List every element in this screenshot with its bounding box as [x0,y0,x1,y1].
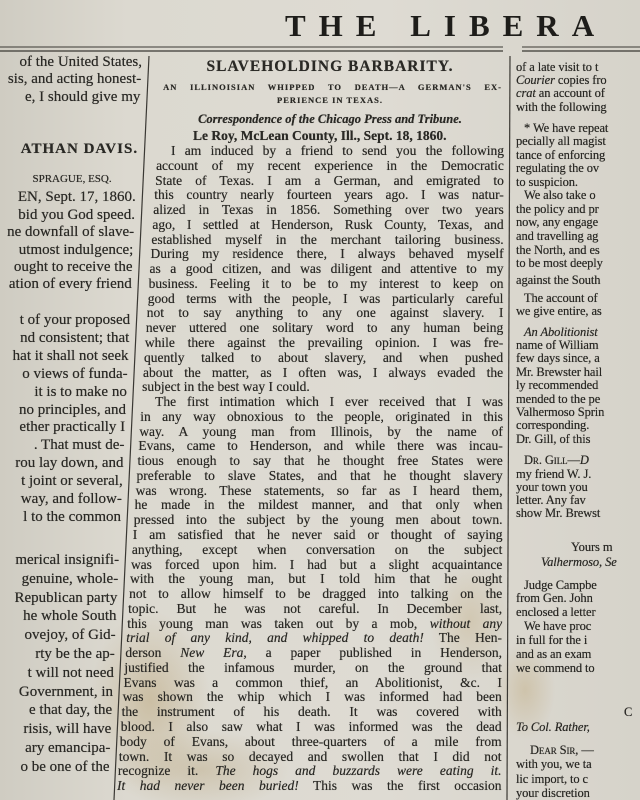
right-text-line: your town you [516,480,588,494]
article-text-line: alized in Texas in 1856. Something over two years [153,202,504,218]
article-text-line: body of Evans, about three-quarters of a mile from [119,733,502,749]
article-title: SLAVEHOLDING BARBARITY. [206,58,454,75]
right-text-line [516,720,590,734]
article-text-line: preferable to slave States, and that he thought slavery [136,467,503,483]
article-text-line [127,617,502,631]
article-text-line: I am induced by a friend to send you the following [171,143,504,158]
article-source: Correspondence of the Chicago Press and Tribune. [198,112,462,126]
right-text-line: your discretion [516,786,590,800]
left-text-line: of the United States, [19,54,142,70]
article-text-line: town. It was so decayed and swollen that I did not [118,748,502,764]
left-text-line: utmost indulgence; [18,241,134,258]
right-text-line: C [624,705,633,719]
left-text-line: e that day, the [29,702,113,719]
left-text-line: t of your proposed [19,312,131,328]
right-text-line: tance of enforcing [516,148,606,162]
left-text-line: no principles, and [18,401,126,418]
italic-text: It had never been buried! [116,778,299,794]
left-text-line: ne downfall of slave- [7,224,135,241]
text-segment: derson [125,645,181,661]
text-segment: This was the first occasion [298,778,502,794]
right-text-line: few days since, a [516,351,600,365]
article-text-line: anything, except when conversation on the subject [131,541,503,557]
article-text-line: blood. I also saw what I was informed was the dead [120,719,502,735]
right-text-line: now, any engage [516,215,599,229]
right-text-line: enclosed a letter [516,605,596,619]
right-text-line [516,73,607,87]
right-text-line: and as an exam [516,647,592,661]
right-text-line: from Gen. John [516,591,593,605]
article-text-line: in any way obnoxious to the people, originated in this [140,408,503,424]
letter-recipient: SPRAGUE, ESQ. [32,173,112,185]
right-text-line: Judge Campbe [524,578,597,592]
left-text-line: ation of every friend [8,276,132,293]
letter-dateline: EN, Sept. 17, 1860. [17,189,136,205]
right-text-line: and travelling ag [516,229,599,243]
left-text-line: t joint or several, [21,473,123,490]
left-text-line: merical insignifi- [15,552,120,568]
right-text-line: pecially all magist [516,134,606,148]
article-text-line: tious enough to say that he thought free States were [137,453,503,469]
right-text-line: in full for the i [516,633,588,647]
text-segment: this young man was taken out by a mob, [127,615,430,631]
article-text-line: topic. But he was not careful. In December last, [128,600,503,616]
article-text-line: quently talked to about slavery, and when pushed [143,349,504,365]
right-text-line [541,555,617,569]
article-text-line: pressed into the subject by the young men about town. [133,512,503,528]
right-text-line: lic import, to c [516,772,588,786]
italic-text: An Abolitionist [524,325,598,339]
left-text-line: ovejoy, of Gid- [24,627,116,644]
right-text-line: the policy and pr [516,202,599,216]
article-text-line: he made in the mildest manner, and that only when [134,497,503,513]
article-text-line: as a good citizen, and was diligent and attentive to my [149,261,504,277]
article-text-line [117,779,501,793]
left-text-line: ether practically I [19,419,126,436]
right-text-line: show Mr. Brewst [516,506,601,520]
left-text-line: risis, will have [23,721,112,738]
right-text-line: regulating the ov [516,161,599,175]
left-text-line: o be one of the [20,758,110,775]
article-text-line: I am satisfied that he never said or thought of saying [132,527,503,543]
article-text-line: Evans was a common thief, an Abolitionist, &c. I [123,674,502,690]
letter-signature: ATHAN DAVIS. [20,141,139,157]
right-text-line: name of William [516,338,599,352]
italic-text: without any [429,615,503,631]
italic-text: Courier [516,73,555,87]
masthead-title: THE LIBERA [285,8,608,43]
right-text-line: Dr. Gill, of this [516,432,591,446]
article-text-line: subject in the best way I could. [142,379,310,395]
italic-text: To Col. Rather, [516,720,590,734]
right-text-line: we give entire, as [516,304,602,318]
article-text-line: was shown the whip which I was informed had been [122,689,502,705]
text-segment: The Hen- [423,630,503,646]
right-text-line: * We have repeat [524,121,609,135]
right-text-line: mended to the pe [516,392,601,406]
left-text-line: hat it shall not seek [12,347,129,364]
article-text-line: justified the infamous murder, on the ground that [124,659,502,675]
right-text-line: my friend W. J. [516,467,592,481]
right-text-line: letter. Any fav [516,493,586,507]
italic-text: Valhermoso, Se [541,555,617,569]
right-text-line: ly recommended [516,378,599,392]
right-text-line: to be most deeply [516,256,603,270]
right-text-line [516,86,605,100]
article-text-line: with the young man, but I told him that he ought [130,571,503,587]
left-text-line: e, I should give my [24,89,141,105]
article-text-line: was forced upon him. I had but a slight acquaintance [130,556,503,572]
text-segment: copies fro [554,73,607,87]
article-text-line: good terms with the people, I was particularly careful [147,290,504,306]
left-text-line: nd consistent; that [20,329,130,346]
article-dateline: Le Roy, McLean County, Ill., Sept. 18, 1860. [193,128,447,143]
left-text-line: rty be the ap- [35,646,115,662]
right-text-line: Yours m [571,540,613,554]
left-text-line: bid you God speed. [18,207,135,223]
right-text-line: with the following [516,100,607,114]
left-text-line: way, and follow- [20,491,122,507]
left-text-line: genuine, whole- [21,570,119,587]
article-text-line: not to allow himself to be dragged into talking on the [129,586,503,602]
column-divider [507,56,510,800]
article-text-line: this country nearly fourteen years ago. I was natur- [154,187,504,203]
right-text-line: with you, we ta [516,757,592,771]
article-text-line: never uttered one solitary word to any human being [145,320,504,336]
italic-text: D [579,453,589,467]
italic-text: New Era [180,645,244,661]
text-segment: recognize it. [117,763,216,779]
right-text-line: to suspicion. [516,175,578,189]
left-text-line: ary emancipa- [25,740,111,756]
article-text-line: the instrument of his death. It was covered with [121,704,502,720]
right-text-line: of a late visit to t [516,60,599,74]
article-text-line: During my residence there, I always behaved myself [150,246,504,262]
right-text-line: We have proc [524,619,592,633]
article-text-line: The first intimation which I ever received that I was [155,394,503,410]
italic-text: The hogs and buzzards were eating it. [215,763,502,779]
right-text-line [524,453,589,467]
article-text-line [126,631,502,645]
left-text-line: . That must de- [33,437,125,454]
left-text-line: he whole South [23,608,117,625]
right-text-line: corresponding. [516,418,590,432]
article-text-line: about the matter, as I often was, I always evaded the [143,364,504,380]
left-text-line: it is to make no [34,383,127,400]
article-text-line: Evans, came to Henderson, and while there was incau- [138,438,503,454]
article-text-line: not to say anything to any one against slavery. I [146,305,504,321]
article-text-line: was wrong. These statements, so far as I heard them, [135,482,503,498]
article-text-line: business. Feeling it to be to my interest to keep on [148,275,504,291]
right-text-line: we commend to [516,661,595,675]
left-text-line: t will not need [27,664,114,681]
right-text-line: against the South [516,273,601,287]
left-text-line: l to the common [23,508,122,525]
article-text-line: State of Texas. I am a German, and emigrated to [155,172,504,188]
left-text-line: sis, and acting honest- [7,71,142,87]
text-segment: , a paper published in Henderson, [243,645,502,661]
article-text-line: while there against the prevailing opinion. I was fre- [144,335,504,350]
article-text-line: established myself in the merchant tailoring business. [151,231,504,247]
text-segment: an account of [535,86,605,100]
left-text-line: Government, in [18,683,114,700]
italic-text: trial of any kind, and whipped to death! [126,630,424,646]
article-text-line [118,764,502,778]
left-text-line: Republican party [14,589,118,606]
right-text-line [524,325,598,339]
article-text-line: ago, I settled at Henderson, Rusk County, Texas, and [152,216,504,232]
left-text-line: ought to receive the [13,258,133,275]
left-text-line: rou lay down, and [15,455,124,472]
article-subtitle: AN ILLINOISIAN WHIPPED TO DEATH—A GERMAN'S EX- [163,82,502,92]
italic-text: crat [516,86,536,100]
article-text-line: way. A young man from Illinois, by the name of [139,423,503,439]
article-text-line: account of my recent experience in the Democratic [156,157,504,173]
right-text-line: the North, and es [516,243,600,257]
right-text-line: Dear Sir, — [530,743,594,757]
right-text-line: Valhermoso Sprin [516,405,605,419]
right-text-line: Mr. Brewster hail [516,365,603,379]
right-text-line: The account of [524,291,598,305]
right-text-line: We also take o [524,188,596,202]
left-text-line: o views of funda- [22,365,128,382]
article-text-line [125,646,502,660]
text-segment: Dr. Gill— [524,453,580,467]
article-subtitle: PERIENCE IN TEXAS. [277,95,383,105]
